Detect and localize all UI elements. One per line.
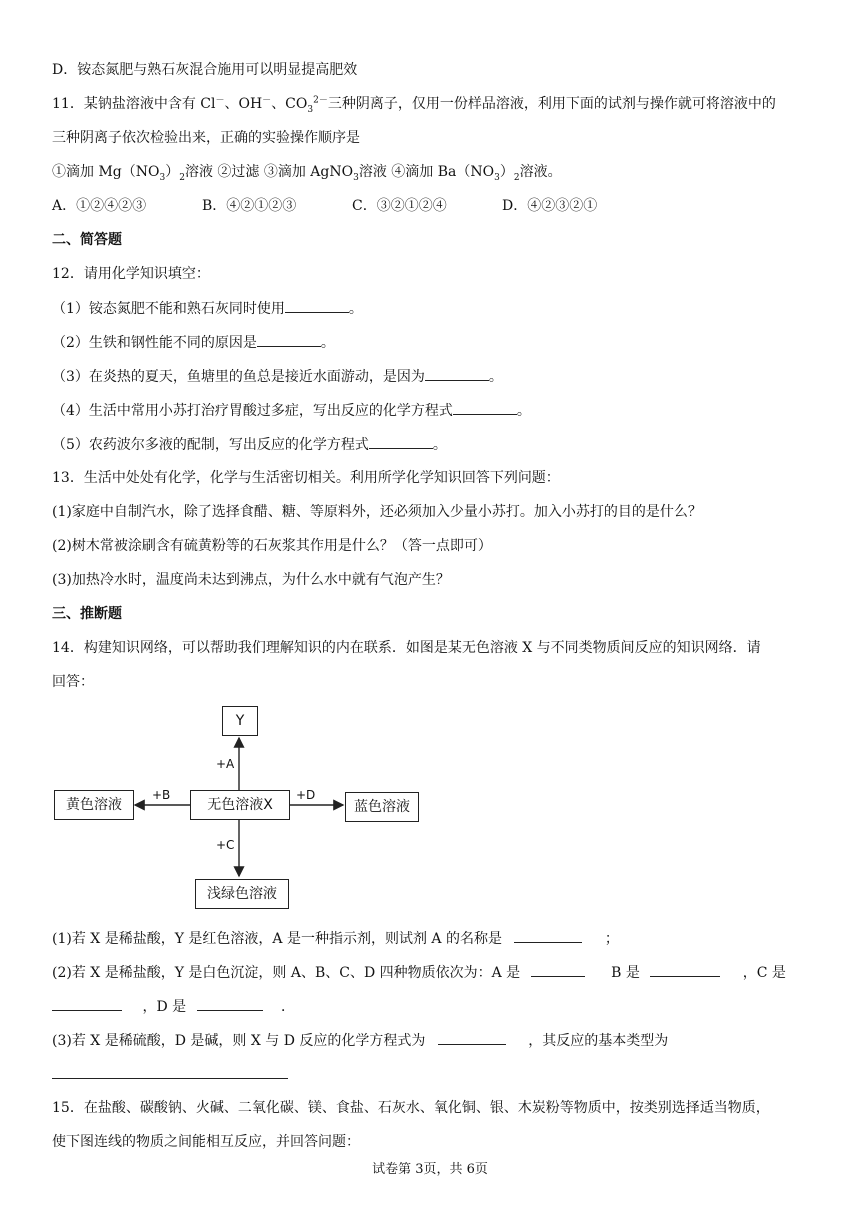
- q12-item-5: [52, 434, 447, 455]
- q12-item-4: [52, 400, 531, 421]
- q14-text: ．: [281, 999, 296, 1015]
- q14-stem-line1: 14．构建知识网络，可以帮助我们理解知识的内在联系．如图是某无色溶液 X 与不同类物质间反应的知识网络．请: [52, 640, 761, 656]
- q12-item-2: [52, 332, 335, 353]
- q12-end: 。: [320, 335, 335, 351]
- q12-stem: 12．请用化学知识填空：: [52, 266, 210, 282]
- q14-part-2-cont: [52, 996, 295, 1017]
- node-yellow-solution: 黄色溶液: [54, 790, 134, 820]
- q11-text: 三种阴离子，仅用一份样品溶液，利用下面的试剂与操作就可将溶液中的: [327, 96, 776, 112]
- q11-sup: －: [215, 95, 225, 106]
- node-y: Y: [222, 706, 258, 736]
- section-heading-2: 二、简答题: [52, 232, 122, 248]
- answer-blank[interactable]: [425, 366, 489, 381]
- page-footer: 试卷第 3页，共 6页: [372, 1162, 488, 1177]
- q11-sup: 2－: [313, 95, 328, 106]
- q14-text: (1)若 X 是稀盐酸，Y 是红色溶液，A 是一种指示剂，则试剂 A 的名称是: [52, 931, 502, 947]
- q14-part-3: [52, 1030, 668, 1051]
- q13-stem: 13．生活中处处有化学，化学与生活密切相关。利用所学化学知识回答下列问题：: [52, 470, 560, 486]
- q12-text: （4）生活中常用小苏打治疗胃酸过多症，写出反应的化学方程式: [52, 403, 453, 419]
- q11-stem-line1: [52, 94, 776, 114]
- answer-blank[interactable]: [531, 962, 585, 977]
- q12-end: 。: [348, 301, 363, 317]
- section-heading-3: 三、推断题: [52, 606, 122, 622]
- q11-sub: 3: [159, 172, 166, 183]
- node-blue-solution: 蓝色溶液: [345, 792, 419, 822]
- answer-blank[interactable]: [257, 332, 321, 347]
- answer-blank[interactable]: [438, 1030, 506, 1045]
- q11-text: 溶液。: [519, 164, 562, 180]
- q14-part-2: [52, 962, 786, 983]
- q14-text: ，C 是: [742, 965, 786, 981]
- answer-blank[interactable]: [514, 928, 582, 943]
- q11-text: 溶液 ④滴加 Ba（NO: [358, 164, 495, 180]
- q15-stem-line2: 使下图连线的物质之间能相互反应，并回答问题：: [52, 1134, 360, 1150]
- label-plus-d: +D: [296, 788, 316, 802]
- q14-text: ，D 是: [142, 999, 187, 1015]
- answer-blank[interactable]: [52, 1064, 288, 1079]
- q12-end: 。: [516, 403, 531, 419]
- q11-text: 、CO: [271, 96, 308, 112]
- answer-blank[interactable]: [285, 298, 349, 313]
- q11-sub: 2: [179, 172, 185, 183]
- q12-text: （2）生铁和钢性能不同的原因是: [52, 335, 257, 351]
- q11-sup: －: [262, 95, 272, 106]
- answer-blank[interactable]: [197, 996, 263, 1011]
- q11-sub: 3: [494, 172, 500, 183]
- q13-item-2: (2)树木常被涂刷含有硫黄粉等的石灰浆其作用是什么？（答一点即可）: [52, 538, 492, 554]
- q14-text: ，其反应的基本类型为: [528, 1033, 669, 1049]
- node-colorless-solution-x: 无色溶液X: [190, 790, 290, 820]
- q11-text: 、OH: [224, 96, 263, 112]
- answer-blank[interactable]: [369, 434, 433, 449]
- q14-text: (3)若 X 是稀硫酸，D 是碱，则 X 与 D 反应的化学方程式为: [52, 1033, 426, 1049]
- q11-option-a: A．①②④②③: [52, 198, 147, 214]
- q14-text: B 是: [611, 965, 640, 981]
- q13-item-1: (1)家庭中自制汽水，除了选择食醋、糖、等原料外，还必须加入少量小苏打。加入小苏打的目的是什么？: [52, 504, 702, 520]
- q11-option-d: D．④②③②①: [502, 198, 598, 214]
- q12-end: 。: [432, 437, 447, 453]
- q11-option-c: C．③②①②④: [352, 198, 447, 214]
- q13-item-3: (3)加热冷水时，温度尚未达到沸点，为什么水中就有气泡产生？: [52, 572, 450, 588]
- q11-reagents: [52, 162, 562, 182]
- q11-text: 溶液 ②过滤 ③滴加 AgNO: [184, 164, 354, 180]
- q14-text: (2)若 X 是稀盐酸，Y 是白色沉淀，则 A、B、C、D 四种物质依次为：A 是: [52, 965, 521, 981]
- q11-option-b: B．④②①②③: [202, 198, 297, 214]
- q14-part-3-cont: [52, 1064, 288, 1085]
- q11-text: ）: [499, 164, 514, 180]
- q12-item-1: [52, 298, 363, 319]
- answer-blank[interactable]: [453, 400, 517, 415]
- q14-part-1: [52, 928, 619, 949]
- q11-sub: 2: [513, 172, 520, 183]
- q14-stem-line2: 回答：: [52, 674, 94, 690]
- q11-sub: 3: [353, 172, 359, 183]
- q11-stem-line2: 三种阴离子依次检验出来，正确的实验操作顺序是: [52, 130, 360, 146]
- q15-stem-line1: 15．在盐酸、碳酸钠、火碱、二氧化碳、镁、食盐、石灰水、氧化铜、银、木炭粉等物质中，按类别选择适当物质，: [52, 1100, 770, 1116]
- q14-text: ；: [604, 931, 619, 947]
- label-plus-c: +C: [216, 838, 235, 852]
- q11-text: 11．某钠盐溶液中含有 Cl: [52, 96, 216, 112]
- label-plus-b: +B: [152, 788, 171, 802]
- q12-text: （1）铵态氮肥不能和熟石灰同时使用: [52, 301, 285, 317]
- q12-text: （5）农药波尔多液的配制，写出反应的化学方程式: [52, 437, 369, 453]
- q12-text: （3）在炎热的夏天，鱼塘里的鱼总是接近水面游动，是因为: [52, 369, 425, 385]
- q11-text: ①滴加 Mg（NO: [52, 164, 160, 180]
- q10-option-d: D．铵态氮肥与熟石灰混合施用可以明显提高肥效: [52, 62, 358, 78]
- q11-sub: 3: [307, 104, 314, 115]
- q12-item-3: [52, 366, 503, 387]
- answer-blank[interactable]: [650, 962, 720, 977]
- q11-text: ）: [165, 164, 180, 180]
- node-light-green-solution: 浅绿色溶液: [195, 879, 289, 909]
- label-plus-a: +A: [216, 757, 235, 771]
- q12-end: 。: [488, 369, 503, 385]
- answer-blank[interactable]: [52, 996, 122, 1011]
